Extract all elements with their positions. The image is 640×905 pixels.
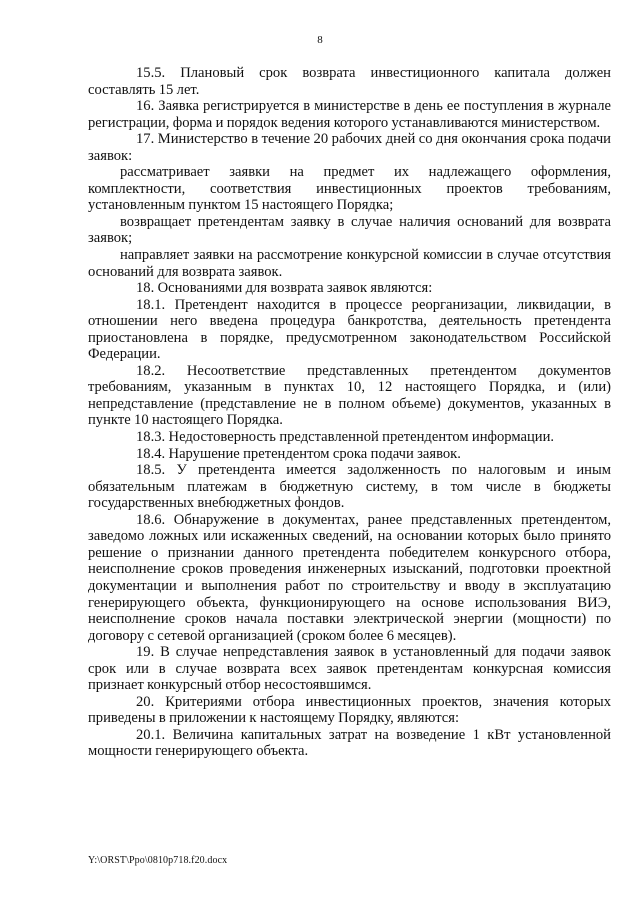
paragraph-18-5: 18.5. У претендента имеется задолженность по налоговым и иным обязательным платежам в бюджетную систему, в том числе в бюджеты государственных внебюджетных фондов. [88,462,611,512]
paragraph-20: 20. Критериями отбора инвестиционных проектов, значения которых приведены в приложении к настоящему Порядку, являются: [88,693,611,727]
paragraph-15-5: 15.5. Плановый срок возврата инвестиционного капитала должен составлять 15 лет. [88,65,611,98]
paragraph-20-1: 20.1. Величина капитальных затрат на возведение 1 кВт установленной мощности генерирующего объекта. [88,726,611,760]
page-number: 8 [317,34,323,46]
paragraph-18-1: 18.1. Претендент находится в процессе реорганизации, ликвидации, в отношении него введена процедура банкротства, деятельность претендента приостановлена в порядке, предусмотренном законодательством Российской Федерации. [88,296,611,363]
paragraph-18-2: 18.2. Несоответствие представленных претендентом документов требованиям, указанным в пунктах 10, 12 настоящего Порядка, и (или) непредставление (представление не в полном объеме) документов, указанных в пункте 10 настоящего Порядка. [88,362,611,429]
paragraph-17-item-2: возвращает претендентам заявку в случае наличия оснований для возврата заявок; [88,213,611,247]
paragraph-18-3: 18.3. Недостоверность представленной претендентом информации. [136,429,555,446]
paragraph-18-4: 18.4. Нарушение претендентом срока подачи заявок. [136,445,461,462]
document-body [88,65,611,760]
paragraph-18: 18. Основаниями для возврата заявок являются: [136,280,433,297]
paragraph-19: 19. В случае непредставления заявок в установленный для подачи заявок срок или в случае возврата всех заявок претендентам конкурсная комиссия признает конкурсный отбор несостоявшимся. [88,644,611,694]
paragraph-17-item-1: рассматривает заявки на предмет их надлежащего оформления, комплектности, соответствия инвестиционных проектов требованиям, установленным пунктом 15 настоящего Порядка; [88,164,611,214]
paragraph-18-6: 18.6. Обнаружение в документах, ранее представленных претендентом, заведомо ложных или искаженных сведений, на основании которых было принято решение о признании данного претендента победителем конкурсного отбора, неисполнение сроков проведения инженерных изысканий, подготовки проектной документации и выполнения работ по строительству и вводу в эксплуатацию генерирующего объекта, функционирующего на основе использования ВИЭ, неисполнение сроков начала поставки электрической энергии (мощности) по договору с сетевой организацией (сроком более 6 месяцев). [88,511,611,644]
paragraph-17-item-3: направляет заявки на рассмотрение конкурсной комиссии в случае отсутствия оснований для возврата заявок. [88,247,611,280]
paragraph-16: 16. Заявка регистрируется в министерстве в день ее поступления в журнале регистрации, форма и порядок ведения которого устанавливаются министерством. [88,98,611,131]
paragraph-17: 17. Министерство в течение 20 рабочих дней со дня окончания срока подачи заявок: [88,131,611,164]
footer-file-path: Y:\ORST\Ppo\0810p718.f20.docx [88,855,228,866]
